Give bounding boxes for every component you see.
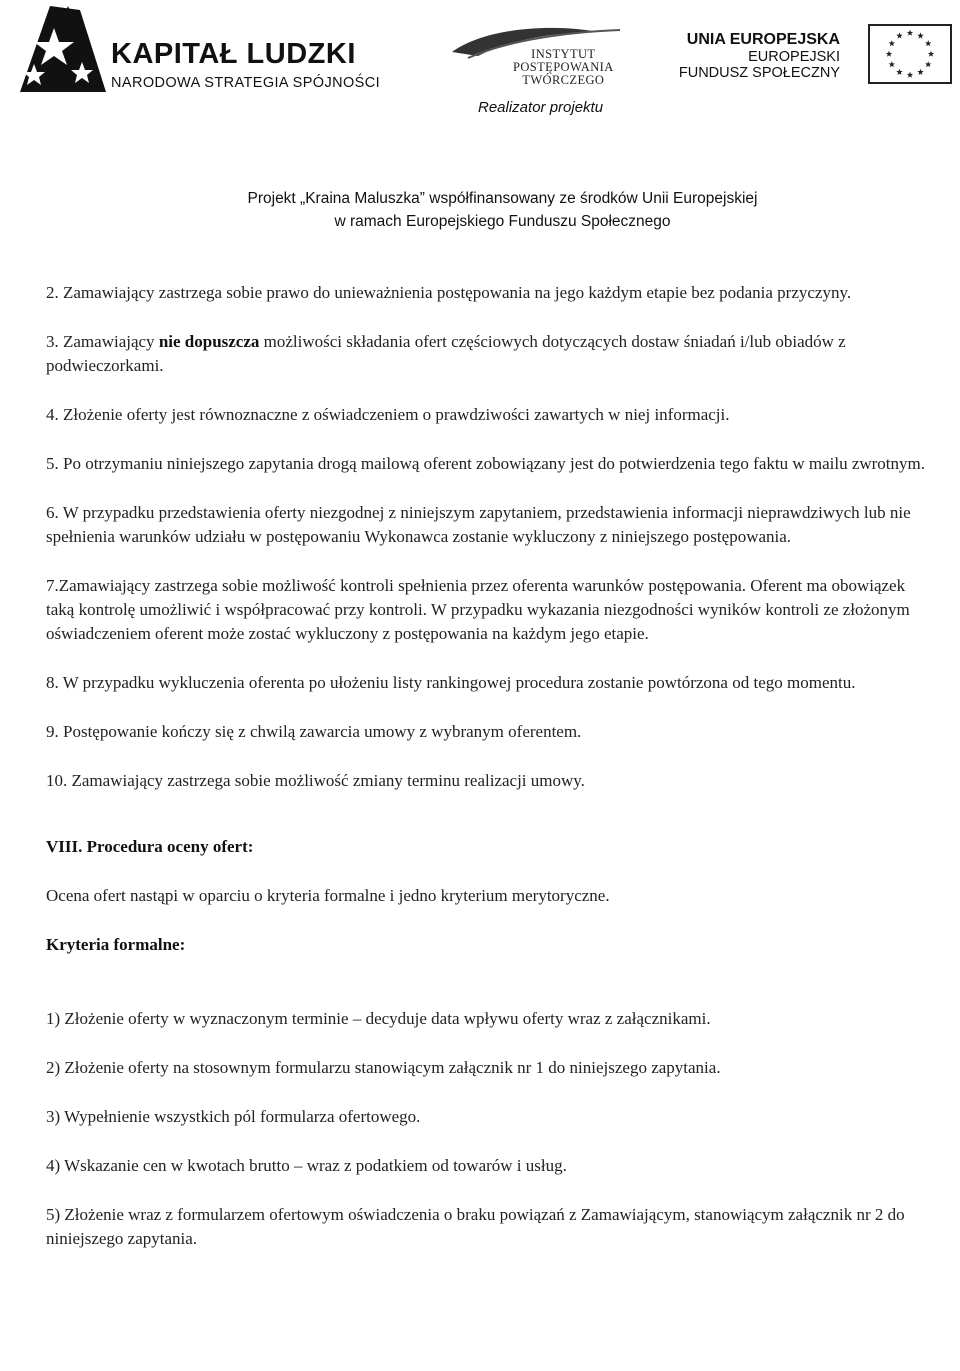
- eu-fund-name: [674, 30, 840, 81]
- criteria-heading: Kryteria formalne:: [46, 935, 186, 954]
- paragraph-3-rest: możliwości składania ofert częściowych dotyczących dostaw śniadań i/lub obiadów z podwieczorkami.: [46, 332, 846, 375]
- project-line-2: w ramach Europejskiego Funduszu Społecznego: [334, 213, 671, 230]
- realizator-label: Realizator projektu: [478, 99, 604, 116]
- paragraph-10: 10. Zamawiający zastrzega sobie możliwość zmiany terminu realizacji umowy.: [46, 771, 585, 790]
- criterion-4: 4) Wskazanie cen w kwotach brutto – wraz z podatkiem od towarów i usług.: [46, 1156, 567, 1175]
- paragraph-3: [46, 330, 926, 378]
- instytut-line-2: POSTĘPOWANIA: [513, 60, 614, 74]
- eu-line-1: UNIA EUROPEJSKA: [686, 31, 840, 48]
- paragraph-7: 7.Zamawiający zastrzega sobie możliwość kontroli spełnienia przez oferenta warunków postępowania. Oferent ma obowiązek taką kontrolę umożliwić i współpracować przy kontroli. W przypadku wykazania niezgodności wyników kontroli ze złożonym oświadczeniem oferent może zostać wykluczony z postępowania na każdym jego etapie.: [46, 576, 910, 643]
- paragraph-3-start: 3. Zamawiający: [46, 332, 159, 351]
- kapital-ludzki-subtitle: NARODOWA STRATEGIA SPÓJNOŚCI: [111, 75, 381, 91]
- paragraph-6: 6. W przypadku przedstawienia oferty niezgodnej z niniejszym zapytaniem, przedstawienia informacji nieprawdziwych lub nie spełnienia warunków udziału w postępowaniu Wykonawca zostanie wykluczony z niniejszego postępowania.: [46, 503, 911, 546]
- kapital-ludzki-title: KAPITAŁ LUDZKI: [111, 38, 356, 70]
- eu-line-2: EUROPEJSKI: [748, 49, 840, 65]
- document-body: [46, 281, 926, 1251]
- paragraph-3-emphasis: nie dopuszcza: [158, 332, 260, 351]
- criterion-5: 5) Złożenie wraz z formularzem ofertowym oświadczenia o braku powiązań z Zamawiającym, stanowiącym załącznik nr 2 do niniejszego zapytania.: [46, 1205, 905, 1248]
- criterion-3: 3) Wypełnienie wszystkich pól formularza ofertowego.: [46, 1107, 421, 1126]
- section-intro: Ocena ofert nastąpi w oparciu o kryteria formalne i jedno kryterium merytoryczne.: [46, 886, 610, 905]
- section-heading: VIII. Procedura oceny ofert:: [46, 837, 254, 856]
- criterion-2: 2) Złożenie oferty na stosownym formularzu stanowiącym załącznik nr 1 do niniejszego zapytania.: [46, 1058, 721, 1077]
- paragraph-8: 8. W przypadku wykluczenia oferenta po ułożeniu listy rankingowej procedura zostanie powtórzona od tego momentu.: [46, 673, 856, 692]
- paragraph-2: 2. Zamawiający zastrzega sobie prawo do unieważnienia postępowania na jego każdym etapie bez podania przyczyny.: [46, 283, 852, 302]
- eu-flag-icon: [868, 24, 952, 84]
- paragraph-9: 9. Postępowanie kończy się z chwilą zawarcia umowy z wybranym oferentem.: [46, 722, 582, 741]
- eu-line-3: FUNDUSZ SPOŁECZNY: [678, 65, 840, 81]
- paragraph-5: 5. Po otrzymaniu niniejszego zapytania drogą mailową oferent zobowiązany jest do potwierdzenia tego faktu w mailu zwrotnym.: [46, 454, 926, 473]
- paragraph-4: 4. Złożenie oferty jest równoznaczne z oświadczeniem o prawdziwości zawartych w niej informacji.: [46, 405, 730, 424]
- criterion-1: 1) Złożenie oferty w wyznaczonym terminie – decyduje data wpływu oferty wraz z załącznikami.: [46, 1009, 711, 1028]
- instytut-line-1: INSTYTUT: [531, 47, 596, 61]
- instytut-name: [513, 48, 614, 87]
- instytut-line-3: TWÓRCZEGO: [522, 73, 605, 87]
- project-line-1: Projekt „Kraina Maluszka” współfinansowany ze środków Unii Europejskiej: [247, 190, 758, 207]
- document-header: [0, 0, 960, 240]
